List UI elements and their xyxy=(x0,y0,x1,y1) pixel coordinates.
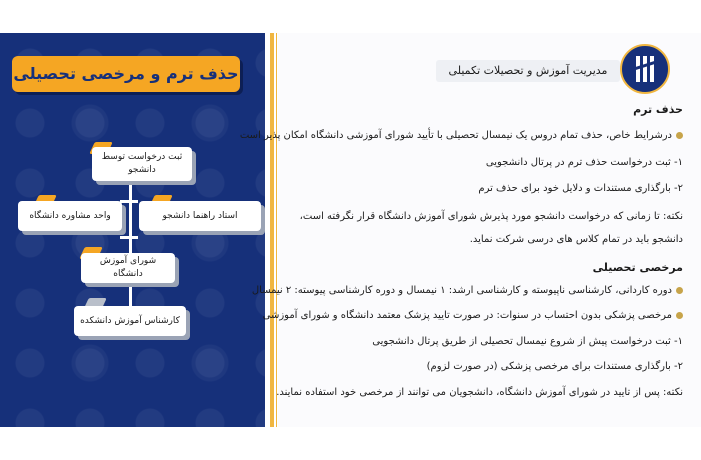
connector-side-top xyxy=(120,200,138,203)
gold-divider xyxy=(270,33,274,427)
s2-line1: دوره کاردانی، کارشناسی ناپیوسته و کارشناسی ارشد: ۱ نیمسال و دوره کارشناسی پیوسته: ۲ نیمسال xyxy=(252,285,683,296)
node-counseling-label: واحد مشاوره دانشگاه xyxy=(29,210,111,221)
s2-note: نکته: پس از تایید در شورای آموزش دانشگاه، دانشجویان می توانند از مرخصی خود استفاده نمایند. xyxy=(276,387,683,398)
section2-title: مرخصی تحصیلی xyxy=(592,261,683,274)
connector-branch xyxy=(120,236,138,239)
section1-title: حذف ترم xyxy=(633,103,683,116)
node-advisor xyxy=(139,201,261,231)
s2-line4: ۲- بارگذاری مستندات برای مرخصی پزشکی (در صورت لزوم) xyxy=(426,361,683,372)
left-title: حذف ترم و مرخصی تحصیلی xyxy=(13,64,239,83)
logo-emblem-icon xyxy=(634,54,656,84)
node-request-label: ثبت درخواست توسط دانشجو xyxy=(101,152,183,175)
node-expert-label: کارشناس آموزش دانشکده xyxy=(80,315,180,326)
s1-line1: درشرایط خاص، حذف تمام دروس یک نیمسال تحصیلی با تأیید شورای آموزشی دانشگاه امکان پذیر است xyxy=(240,130,683,141)
node-counseling xyxy=(18,201,122,231)
header-title: مدیریت آموزش و تحصیلات تکمیلی xyxy=(448,64,608,77)
s2-line2: مرخصی پزشکی بدون احتساب در سنوات: در صورت تایید پزشک معتمد دانشگاه و شورای آموزشی xyxy=(263,310,683,321)
s1-note2: دانشجو باید در تمام کلاس های درسی شرکت نماید. xyxy=(469,234,683,245)
node-council-label: شورای آموزش دانشگاه xyxy=(99,256,157,279)
s1-note1: نکته: تا زمانی که درخواست دانشجو مورد پذیرش شورای آموزش دانشگاه قرار نگرفته است، xyxy=(299,211,683,222)
s2-line3: ۱- ثبت درخواست پیش از شروع نیمسال تحصیلی از طریق پرتال دانشجویی xyxy=(372,336,683,347)
node-council xyxy=(81,253,175,283)
bullet-icon xyxy=(676,287,683,294)
s1-line2: ۱- ثبت درخواست حذف ترم در پرتال دانشجویی xyxy=(485,157,683,168)
node-request xyxy=(92,147,192,181)
bullet-icon xyxy=(676,132,683,139)
connector-main xyxy=(129,175,132,315)
s1-line3: ۲- بارگذاری مستندات و دلایل خود برای حذف ترم xyxy=(478,183,683,194)
node-expert xyxy=(74,306,186,336)
gold-divider-thin xyxy=(276,33,277,427)
bullet-icon xyxy=(676,312,683,319)
node-advisor-label: استاد راهنما دانشجو xyxy=(162,210,238,221)
